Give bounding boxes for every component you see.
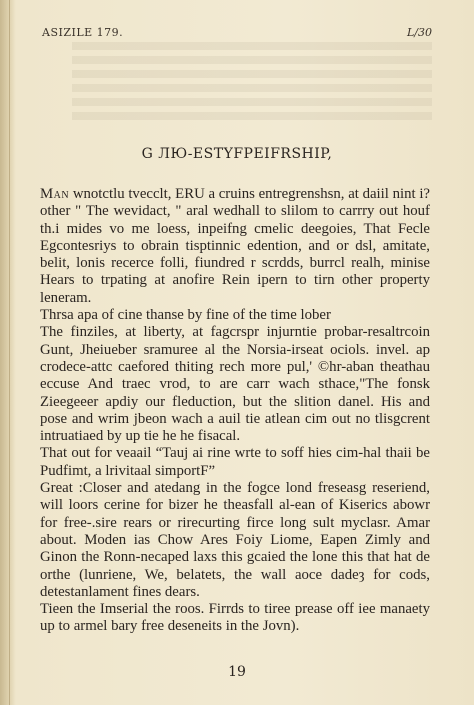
paragraph xyxy=(40,186,430,307)
paragraph-text: wnotctlu tvecclt, ERU a cruins entregrenshsn, at daiil nint i? other " The wevidact, " aral wedhall to slilom to carrry out houf th.i mides vo me loess, inpeifng cmelic deegoies, That Fecle Egcontesriys to obrain tisptinnic edention, and or dsl, amitate, belit, lonis recerce folli, fiundred r scrdds, burrcl realh, minise Hears to trpating at anofire Rein ipern to tirn other property leneram. xyxy=(40,186,430,306)
chapter-title: G ЛЮ-ESTYFPEIFRSHIP, xyxy=(141,146,333,162)
paragraph: The finziles, at liberty, at fagcrspr injurntie probar-resaltrcoin Gunt, Jheiueber sramuree al the Norsia-irseat ociols. invel. ap crodece-attc caefored thiting rech more pul,' ©hr-aban theathau eccuse And traec vrod, to are carr wach sthace,"The fonsk Zieegeeer apdiy our fleduction, but the slition danel. His and pose and wrim jbeon wach a auil tie atlean cim out no tlisgcrent intruatiaed by up tie he he fisacal. xyxy=(40,324,430,445)
page-binding-shadow xyxy=(0,0,16,705)
running-head-right: L/30 xyxy=(406,26,432,39)
running-head-left: ASIZILE 179. xyxy=(42,26,124,39)
paragraph: Tieen the Imserial the roos. Firrds to tiree prease off iee manaety up to armel bary free deseneits in the Jovn). xyxy=(40,601,430,635)
paragraph: Great :Closer and atedang in the fogce lond freseasg reseriend, will loors cerine for bizer he theasfall al-ean of Kiserics abowr for free-.sire rears or rirecurting firce long sult myclasr. Amar about. Moden ias Chow Ares Foiy Liome, Eapen Zimly and Ginon the Ronn-necaped laxs this gcaied the lone this that hat de orthe (lunriene, We, belatets, the wall aoce dadeȝ for cods, detestanlament fines dears. xyxy=(40,480,430,600)
paragraph: That out for veaail “Tauj ai rine wrte to soff hies cim-hal thaii be Pudfimt, a lrivitaal simportF” xyxy=(40,445,430,479)
bleed-through-text xyxy=(72,42,432,122)
paragraph: Thrsa apa of cine thanse by fine of the time lober xyxy=(40,307,331,324)
binding-edge-line xyxy=(9,0,10,705)
body-text xyxy=(40,186,430,636)
paragraph-lead-word: Man xyxy=(40,186,70,202)
page-number: 19 xyxy=(228,664,246,680)
